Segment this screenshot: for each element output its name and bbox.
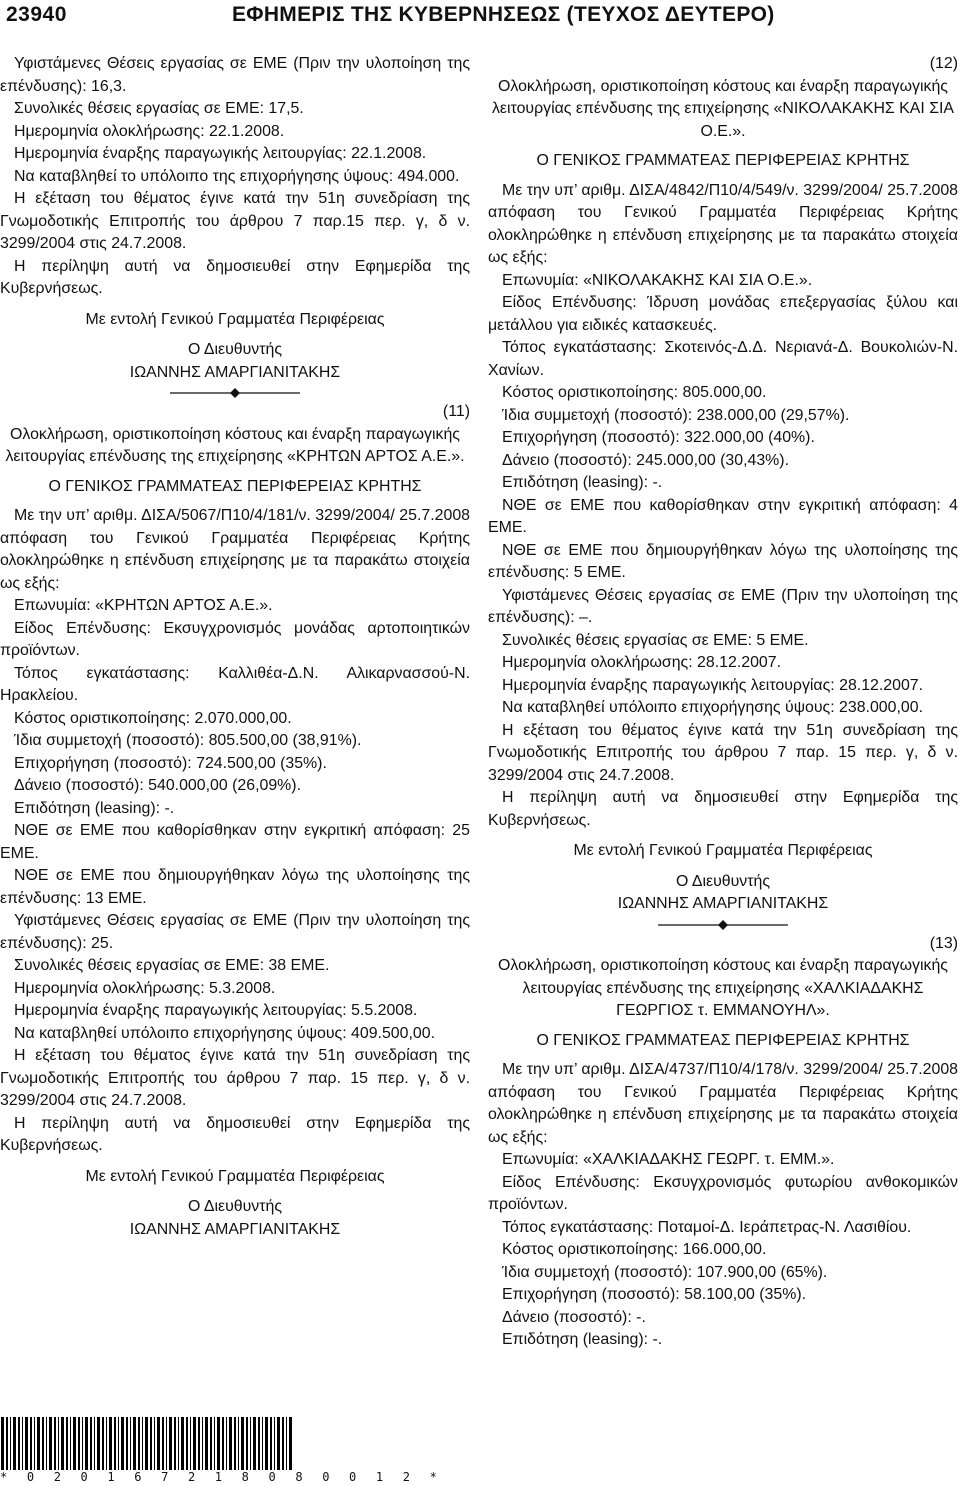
- right-column: [488, 53, 958, 1352]
- paragraph: Με την υπ’ αριθμ. ΔΙΣΑ/4842/Π10/4/549/ν. 3299/2004/ 25.7.2008 απόφαση του Γενικού Γραμματέα Περιφέρειας Κρήτης ολοκληρώθηκε η επένδυση επιχείρησης με τα παρακάτω στοιχεία ως εξής:: [488, 181, 958, 266]
- barcode-bar: [265, 1417, 268, 1470]
- paragraph: Δάνειο (ποσοστό): 245.000,00 (30,43%).: [502, 451, 790, 469]
- paragraph: Επιχορήγηση (ποσοστό): 322.000,00 (40%).: [502, 429, 815, 446]
- separator-diamond: [170, 387, 300, 399]
- barcode-bar: [34, 1417, 35, 1470]
- paragraph: Υφιστάμενες Θέσεις εργασίας σε ΕΜΕ (Πριν την υλοποίηση της επένδυσης): 25.: [0, 912, 470, 952]
- barcode-bar: [241, 1417, 244, 1470]
- barcode-bar: [6, 1417, 8, 1470]
- paragraph: Ίδια συμμετοχή (ποσοστό): 805.500,00 (38,91%).: [14, 732, 362, 749]
- paragraph: Τόπος εγκατάστασης: Καλλιθέα-Δ.Ν. Αλικαρνασσού-Ν. Ηρακλείου.: [0, 664, 470, 704]
- signature-name: ΙΩΑΝΝΗΣ ΑΜΑΡΓΙΑΝΙΤΑΚΗΣ: [129, 1220, 341, 1238]
- paragraph: Η εξέταση του θέματος έγινε κατά την 51η συνεδρίαση της Γνωμοδοτικής Επιτροπής του άρθρου 7 παρ.15 περ. γ, δ ν. 3299/2004 στις 24.7.2008.: [0, 190, 470, 252]
- paragraph: Επιχορήγηση (ποσοστό): 58.100,00 (35%).: [502, 1286, 807, 1303]
- barcode-bar: [114, 1417, 116, 1470]
- barcode-bar: [102, 1417, 104, 1470]
- barcode-bars: [0, 1417, 294, 1470]
- paragraph: Επωνυμία: «ΧΑΛΚΙΑΔΑΚΗΣ ΓΕΩΡΓ. τ. ΕΜΜ.».: [502, 1151, 835, 1168]
- barcode-bar: [10, 1417, 11, 1470]
- barcode-bar: [94, 1417, 95, 1470]
- barcode-bar: [138, 1417, 140, 1470]
- paragraph: ΝΘΕ σε ΕΜΕ που δημιουργήθηκαν λόγω της υλοποίησης της επένδυσης: 5 ΕΜΕ.: [488, 541, 958, 581]
- paragraph: Ημερομηνία έναρξης παραγωγικής λειτουργίας: 22.1.2008.: [14, 145, 427, 162]
- barcode-bar: [157, 1417, 160, 1470]
- barcode-bar: [282, 1417, 284, 1470]
- section-number: (13): [929, 934, 958, 952]
- barcode-bar: [181, 1417, 184, 1470]
- paragraph: Επωνυμία: «ΚΡΗΤΩΝ ΑΡΤΟΣ Α.Ε.».: [14, 597, 273, 614]
- barcode: [0, 1417, 444, 1486]
- left-column: [0, 53, 470, 1241]
- barcode-bar: [73, 1417, 76, 1470]
- barcode-bar: [37, 1417, 40, 1470]
- barcode-bar: [289, 1417, 292, 1470]
- barcode-bar: [198, 1417, 200, 1470]
- barcode-bar: [22, 1417, 23, 1470]
- section-heading: Ο ΓΕΝΙΚΟΣ ΓΡΑΜΜΑΤΕΑΣ ΠΕΡΙΦΕΡΕΙΑΣ ΚΡΗΤΗΣ: [48, 477, 422, 495]
- paragraph: Η εξέταση του θέματος έγινε κατά την 51η συνεδρίαση της Γνωμοδοτικής Επιτροπής του άρθρου 7 παρ. 15 περ. γ, δ ν. 3299/2004 στις 24.7.2008.: [0, 1047, 470, 1109]
- barcode-bar: [78, 1417, 80, 1470]
- paragraph: Συνολικές θέσεις εργασίας σε ΕΜΕ: 5 ΕΜΕ.: [502, 631, 809, 649]
- paragraph: Συνολικές θέσεις εργασίας σε ΕΜΕ: 38 ΕΜΕ.: [14, 957, 330, 974]
- paragraph: Να καταβληθεί το υπόλοιπο της επιχορήγησης ύψους: 494.000.: [14, 167, 460, 185]
- paragraph: Ημερομηνία έναρξης παραγωγικής λειτουργίας: 5.5.2008.: [14, 1002, 418, 1019]
- paragraph: Με την υπ’ αριθμ. ΔΙΣΑ/5067/Π10/4/181/ν. 3299/2004/ 25.7.2008 απόφαση του Γενικού Γραμματέα Περιφέρειας Κρήτης ολοκληρώθηκε η επένδυση επιχείρησης με τα παρακάτω στοιχεία ως εξής:: [0, 507, 470, 592]
- barcode-bar: [277, 1417, 280, 1470]
- barcode-bar: [202, 1417, 203, 1470]
- paragraph: Δάνειο (ποσοστό): -.: [502, 1308, 646, 1326]
- barcode-bar: [217, 1417, 220, 1470]
- barcode-bar: [246, 1417, 248, 1470]
- barcode-bar: [258, 1417, 260, 1470]
- barcode-bar: [25, 1417, 28, 1470]
- barcode-bar: [174, 1417, 176, 1470]
- barcode-bar: [118, 1417, 119, 1470]
- signature-title: Ο Διευθυντής: [187, 341, 283, 358]
- barcode-bar: [142, 1417, 143, 1470]
- paragraph: Η περίληψη αυτή να δημοσιευθεί στην Εφημερίδα της Κυβερνήσεως.: [0, 257, 470, 297]
- barcode-digits: * 0 2 0 1 6 7 2 1 8 0 8 0 0 1 2 *: [0, 1470, 444, 1484]
- barcode-bar: [1, 1417, 4, 1470]
- section-heading: Ο ΓΕΝΙΚΟΣ ΓΡΑΜΜΑΤΕΑΣ ΠΕΡΙΦΕΡΕΙΑΣ ΚΡΗΤΗΣ: [536, 152, 910, 169]
- barcode-bar: [46, 1417, 47, 1470]
- paragraph: Επιδότηση (leasing): -.: [502, 474, 663, 491]
- paragraph: Είδος Επένδυσης: Εκσυγχρονισμός φυτωρίου ανθοκομικών προϊόντων.: [488, 1173, 958, 1213]
- paragraph: Υφιστάμενες Θέσεις εργασίας σε ΕΜΕ (Πριν την υλοποίηση της επένδυσης): –.: [488, 586, 958, 626]
- signature-name: ΙΩΑΝΝΗΣ ΑΜΑΡΓΙΑΝΙΤΑΚΗΣ: [617, 895, 829, 912]
- barcode-bar: [286, 1417, 287, 1470]
- paragraph: Δάνειο (ποσοστό): 540.000,00 (26,09%).: [14, 777, 302, 794]
- barcode-bar: [169, 1417, 172, 1470]
- page-header: [0, 0, 960, 40]
- signature-line: Με εντολή Γενικού Γραμματέα Περιφέρειας: [85, 1167, 385, 1185]
- paragraph: Ίδια συμμετοχή (ποσοστό): 238.000,00 (29,57%).: [502, 406, 850, 424]
- barcode-bar: [186, 1417, 188, 1470]
- barcode-bar: [126, 1417, 128, 1470]
- paragraph: Επιδότηση (leasing): -.: [14, 799, 175, 817]
- paragraph: Ημερομηνία ολοκλήρωσης: 28.12.2007.: [502, 654, 781, 671]
- barcode-bar: [121, 1417, 124, 1470]
- barcode-bar: [190, 1417, 191, 1470]
- barcode-bar: [54, 1417, 56, 1470]
- section-number: (11): [442, 403, 470, 420]
- barcode-bar: [238, 1417, 239, 1470]
- signature-name: ΙΩΑΝΝΗΣ ΑΜΑΡΓΙΑΝΙΤΑΚΗΣ: [129, 363, 341, 381]
- barcode-bar: [214, 1417, 215, 1470]
- barcode-bar: [49, 1417, 52, 1470]
- barcode-bar: [274, 1417, 275, 1470]
- barcode-bar: [97, 1417, 100, 1470]
- barcode-bar: [145, 1417, 148, 1470]
- paragraph: Υφιστάμενες Θέσεις εργασίας σε ΕΜΕ (Πριν την υλοποίηση της επένδυσης): 16,3.: [0, 55, 470, 95]
- barcode-bar: [193, 1417, 196, 1470]
- barcode-bar: [162, 1417, 164, 1470]
- barcode-bar: [133, 1417, 136, 1470]
- paragraph: Κόστος οριστικοποίησης: 805.000,00.: [502, 384, 767, 401]
- paragraph: Να καταβληθεί υπόλοιπο επιχορήγησης ύψους: 238.000,00.: [502, 699, 923, 716]
- signature-line: Με εντολή Γενικού Γραμματέα Περιφέρειας: [85, 310, 385, 328]
- paragraph: Ημερομηνία ολοκλήρωσης: 22.1.2008.: [14, 122, 285, 140]
- signature-line: Με εντολή Γενικού Γραμματέα Περιφέρειας: [573, 842, 873, 859]
- page-number: 23940: [6, 3, 67, 26]
- paragraph: Ημερομηνία ολοκλήρωσης: 5.3.2008.: [14, 979, 276, 997]
- gazette-title: ΕΦΗΜΕΡΙΣ ΤΗΣ ΚΥΒΕΡΝΗΣΕΩΣ (ΤΕΥΧΟΣ ΔΕΥΤΕΡΟ): [232, 3, 775, 26]
- paragraph: Επωνυμία: «ΝΙΚΟΛΑΚΑΚΗΣ ΚΑΙ ΣΙΑ Ο.Ε.».: [502, 271, 813, 289]
- barcode-bar: [70, 1417, 71, 1470]
- section-subject: Ολοκλήρωση, οριστικοποίηση κόστους και έναρξη παραγωγικής λειτουργίας επένδυσης της επιχείρησης «ΚΡΗΤΩΝ ΑΡΤΟΣ Α.Ε.».: [5, 425, 465, 465]
- paragraph: Κόστος οριστικοποίησης: 2.070.000,00.: [14, 709, 292, 727]
- paragraph: Η εξέταση του θέματος έγινε κατά την 51η συνεδρίαση της Γνωμοδοτικής Επιτροπής του άρθρου 7 παρ. 15 περ. γ, δ ν. 3299/2004 στις 24.7.2008.: [488, 721, 958, 784]
- barcode-bar: [178, 1417, 179, 1470]
- barcode-bar: [253, 1417, 256, 1470]
- barcode-bar: [82, 1417, 83, 1470]
- paragraph: Επιδότηση (leasing): -.: [502, 1331, 663, 1348]
- paragraph: Με την υπ’ αριθμ. ΔΙΣΑ/4737/Π10/4/178/ν. 3299/2004/ 25.7.2008 απόφαση του Γενικού Γραμματέα Περιφέρειας Κρήτης ολοκληρώθηκε η επένδυση επιχείρησης με τα παρακάτω στοιχεία ως εξής:: [488, 1061, 958, 1146]
- signature-title: Ο Διευθυντής: [187, 1198, 283, 1215]
- paragraph: Ημερομηνία έναρξης παραγωγικής λειτουργίας: 28.12.2007.: [502, 676, 924, 694]
- barcode-bar: [30, 1417, 32, 1470]
- barcode-bar: [42, 1417, 44, 1470]
- barcode-bar: [18, 1417, 20, 1470]
- barcode-bar: [226, 1417, 227, 1470]
- barcode-bar: [90, 1417, 92, 1470]
- barcode-bar: [166, 1417, 167, 1470]
- section-heading: Ο ΓΕΝΙΚΟΣ ΓΡΑΜΜΑΤΕΑΣ ΠΕΡΙΦΕΡΕΙΑΣ ΚΡΗΤΗΣ: [536, 1031, 910, 1049]
- paragraph: Ίδια συμμετοχή (ποσοστό): 107.900,00 (65%).: [502, 1263, 828, 1281]
- barcode-bar: [210, 1417, 212, 1470]
- paragraph: Η περίληψη αυτή να δημοσιευθεί στην Εφημερίδα της Κυβερνήσεως.: [0, 1114, 470, 1154]
- paragraph: Επιχορήγηση (ποσοστό): 724.500,00 (35%).: [14, 754, 327, 772]
- barcode-bar: [205, 1417, 208, 1470]
- section-number: (12): [929, 55, 958, 72]
- paragraph: Η περίληψη αυτή να δημοσιευθεί στην Εφημερίδα της Κυβερνήσεως.: [488, 789, 958, 829]
- paragraph: ΝΘΕ σε ΕΜΕ που καθορίσθηκαν στην εγκριτική απόφαση: 4 ΕΜΕ.: [488, 496, 958, 536]
- barcode-bar: [250, 1417, 251, 1470]
- barcode-bar: [58, 1417, 59, 1470]
- barcode-bar: [109, 1417, 112, 1470]
- barcode-bar: [66, 1417, 68, 1470]
- paragraph: ΝΘΕ σε ΕΜΕ που δημιουργήθηκαν λόγω της υλοποίησης της επένδυσης: 13 ΕΜΕ.: [0, 867, 470, 907]
- paragraph: Τόπος εγκατάστασης: Ποταμοί-Δ. Ιεράπετρας-Ν. Λασιθίου.: [502, 1218, 912, 1236]
- barcode-bar: [61, 1417, 64, 1470]
- barcode-bar: [13, 1417, 16, 1470]
- paragraph: Κόστος οριστικοποίησης: 166.000,00.: [502, 1241, 767, 1258]
- barcode-bar: [262, 1417, 263, 1470]
- barcode-bar: [130, 1417, 131, 1470]
- barcode-bar: [234, 1417, 236, 1470]
- paragraph: Να καταβληθεί υπόλοιπο επιχορήγησης ύψους: 409.500,00.: [14, 1024, 435, 1042]
- paragraph: ΝΘΕ σε ΕΜΕ που καθορίσθηκαν στην εγκριτική απόφαση: 25 ΕΜΕ.: [0, 822, 470, 862]
- barcode-bar: [106, 1417, 107, 1470]
- paragraph: Συνολικές θέσεις εργασίας σε ΕΜΕ: 17,5.: [14, 100, 304, 117]
- paragraph: Τόπος εγκατάστασης: Σκοτεινός-Δ.Δ. Νεριανά-Δ. Βουκολιών-Ν. Χανίων.: [488, 339, 958, 379]
- signature-title: Ο Διευθυντής: [675, 872, 771, 890]
- section-subject: Ολοκλήρωση, οριστικοποίηση κόστους και έναρξη παραγωγικής λειτουργίας επένδυσης της επιχείρησης «ΝΙΚΟΛΑΚΑΚΗΣ ΚΑΙ ΣΙΑ Ο.Ε.».: [491, 77, 955, 140]
- barcode-bar: [229, 1417, 232, 1470]
- barcode-bar: [222, 1417, 224, 1470]
- barcode-bar: [154, 1417, 155, 1470]
- barcode-bar: [85, 1417, 88, 1470]
- section-subject: Ολοκλήρωση, οριστικοποίηση κόστους και έναρξη παραγωγικής λειτουργίας επένδυσης της επιχείρησης «ΧΑΛΚΙΑΔΑΚΗΣ ΓΕΩΡΓΙΟΣ τ. ΕΜΜΑΝΟΥΗΛ».: [498, 957, 948, 1019]
- paragraph: Είδος Επένδυσης: Εκσυγχρονισμός μονάδας αρτοποιητικών προϊόντων.: [0, 619, 470, 659]
- separator-diamond: [658, 919, 788, 931]
- barcode-bar: [270, 1417, 272, 1470]
- paragraph: Είδος Επένδυσης: Ίδρυση μονάδας επεξεργασίας ξύλου και μετάλλου για ειδικές κατασκευές.: [488, 294, 958, 334]
- barcode-bar: [150, 1417, 152, 1470]
